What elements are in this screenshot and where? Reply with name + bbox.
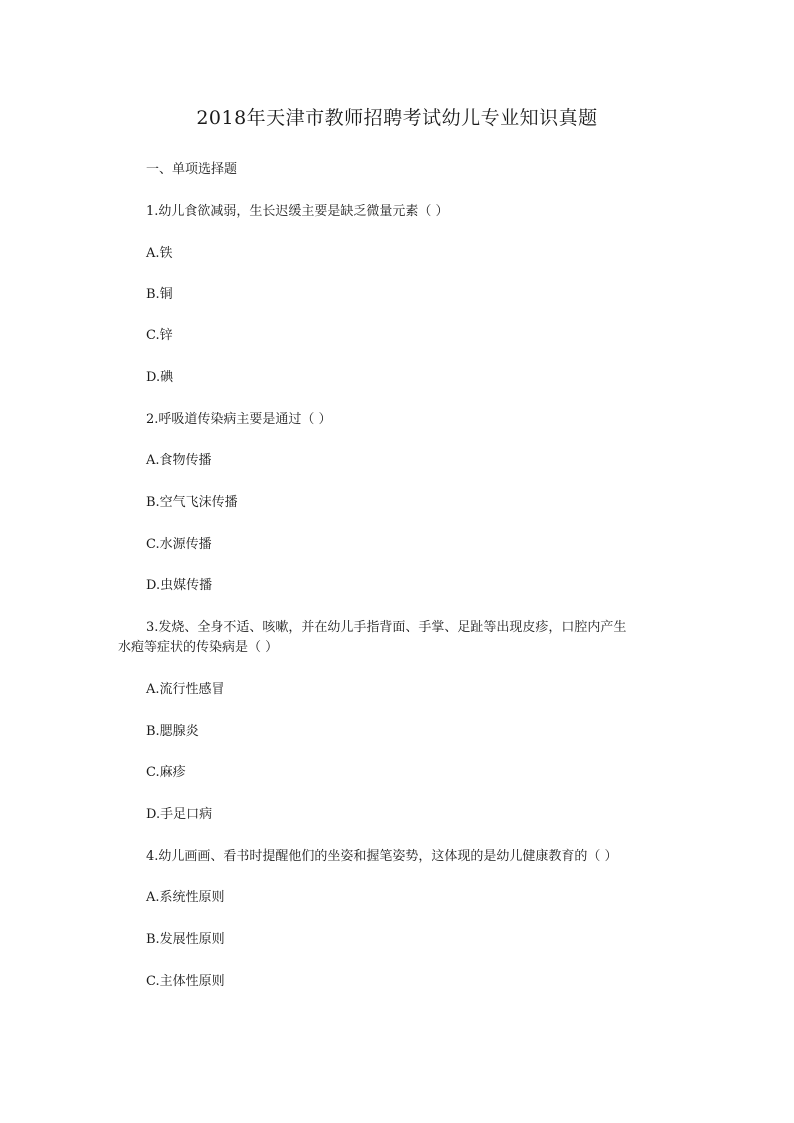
question-2-option-a: A.食物传播 (146, 453, 212, 468)
question-1-option-c: C.锌 (146, 328, 173, 343)
question-2-stem: 2.呼吸道传染病主要是通过（ ） (146, 412, 332, 427)
question-3-option-d: D.手足口病 (146, 807, 213, 822)
question-2-option-b: B.空气飞沫传播 (146, 495, 238, 510)
question-4-stem: 4.幼儿画画、看书时提醒他们的坐姿和握笔姿势，这体现的是幼儿健康教育的（ ） (146, 849, 618, 864)
question-3-option-a: A.流行性感冒 (146, 682, 225, 697)
question-2-option-c: C.水源传播 (146, 537, 212, 552)
question-1-option-d: D.碘 (146, 370, 174, 385)
question-4-option-c: C.主体性原则 (146, 974, 225, 989)
question-1-option-b: B.铜 (146, 287, 173, 302)
question-3-option-c: C.麻疹 (146, 765, 186, 780)
question-1-stem: 1.幼儿食欲减弱，生长迟缓主要是缺乏微量元素（ ） (146, 204, 449, 219)
document-title: 2018年天津市教师招聘考试幼儿专业知识真题 (196, 107, 598, 129)
section-heading: 一、单项选择题 (146, 162, 238, 177)
question-1-option-a: A.铁 (146, 246, 173, 261)
question-3-option-b: B.腮腺炎 (146, 724, 199, 739)
question-2-option-d: D.虫媒传播 (146, 578, 213, 593)
question-4-option-a: A.系统性原则 (146, 890, 225, 905)
question-4-option-b: B.发展性原则 (146, 932, 225, 947)
question-3-stem-line-2: 水疱等症状的传染病是（ ） (118, 640, 279, 655)
question-3-stem-line-1: 3.发烧、全身不适、咳嗽，并在幼儿手指背面、手掌、足趾等出现皮疹，口腔内产生 (146, 620, 627, 635)
